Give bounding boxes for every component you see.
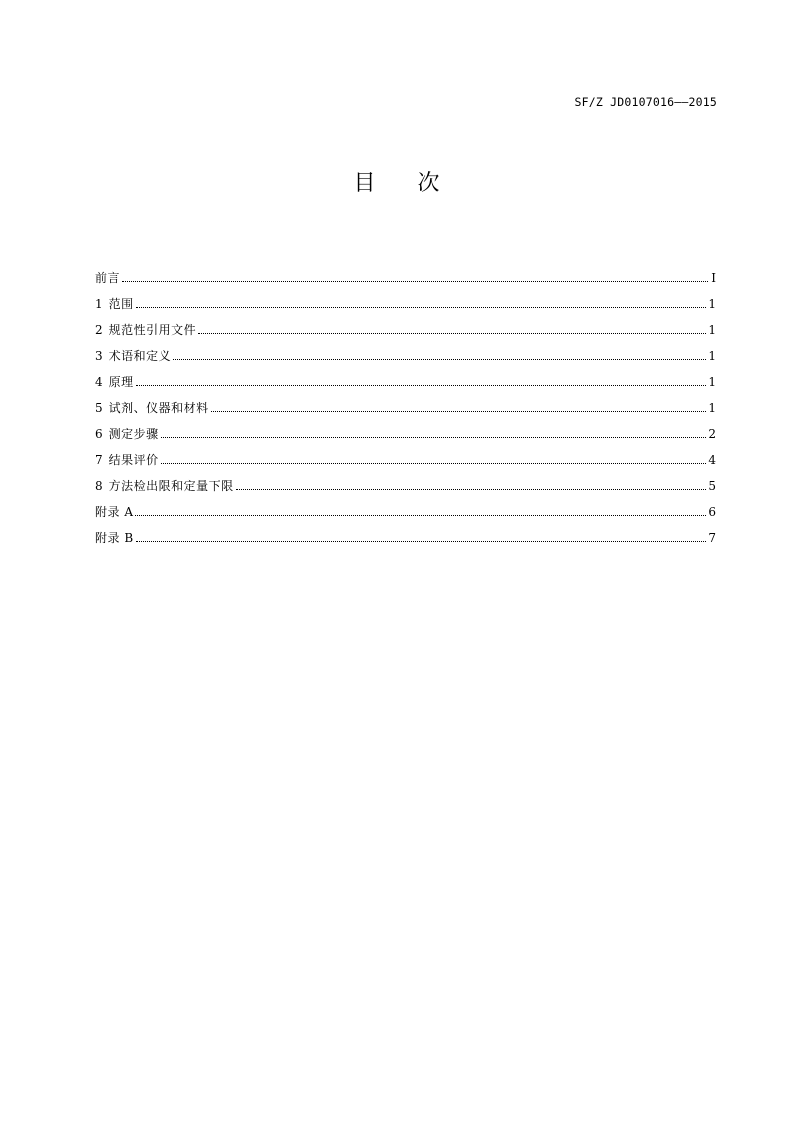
- toc-entry-label: 附录 B: [95, 531, 134, 545]
- toc-leader-dots: [135, 514, 706, 516]
- standard-code: SF/Z JD0107016——2015: [574, 95, 717, 109]
- toc-entry-normative-references[interactable]: [95, 312, 716, 338]
- toc-entry-number: 7: [95, 453, 103, 467]
- toc-entry-page: 1: [708, 401, 716, 415]
- toc-entry-number: 5: [95, 401, 103, 415]
- toc-entry-preface[interactable]: [95, 260, 716, 286]
- toc-entry-label: 原理: [108, 375, 134, 389]
- toc-entry-page: 1: [708, 375, 716, 389]
- toc-leader-dots: [211, 410, 707, 412]
- page-title: 目次: [353, 171, 482, 196]
- toc-leader-dots: [173, 358, 706, 360]
- toc-entry-label: 测定步骤: [108, 427, 159, 441]
- toc-entry-page: 6: [708, 505, 716, 519]
- toc-entry-label: 术语和定义: [108, 349, 172, 363]
- toc-entry-number: 6: [95, 427, 103, 441]
- toc-entry-page: 1: [708, 297, 716, 311]
- toc-entry-label: 范围: [108, 297, 134, 311]
- toc-entry-terms-definitions[interactable]: [95, 338, 716, 364]
- toc-entry-label: 试剂、仪器和材料: [108, 401, 209, 415]
- toc-leader-dots: [198, 332, 706, 334]
- toc-entry-reagents[interactable]: [95, 390, 716, 416]
- toc-leader-dots: [161, 436, 707, 438]
- toc-entry-page: 7: [708, 531, 716, 545]
- toc-entry-appendix-b[interactable]: [95, 520, 716, 546]
- toc-entry-page: I: [711, 271, 716, 285]
- toc-entry-page: 1: [708, 323, 716, 337]
- toc-entry-number: 4: [95, 375, 103, 389]
- toc-entry-scope[interactable]: [95, 286, 716, 312]
- toc-entry-label: 前言: [95, 271, 121, 285]
- toc-leader-dots: [136, 540, 707, 542]
- toc-leader-dots: [236, 488, 707, 490]
- toc-leader-dots: [161, 462, 707, 464]
- toc-leader-dots: [122, 280, 708, 282]
- toc-entry-detection-limit[interactable]: [95, 468, 716, 494]
- toc-entry-label: 规范性引用文件: [108, 323, 197, 337]
- toc-entry-number: 1: [95, 297, 103, 311]
- toc-entry-page: 4: [708, 453, 716, 467]
- toc-entry-number: 3: [95, 349, 103, 363]
- toc-entry-procedure[interactable]: [95, 416, 716, 442]
- toc-entry-principle[interactable]: [95, 364, 716, 390]
- toc-leader-dots: [136, 306, 707, 308]
- toc-entry-label: 附录 A: [95, 505, 134, 519]
- toc-entry-page: 1: [708, 349, 716, 363]
- toc-leader-dots: [136, 384, 707, 386]
- toc-entry-number: 2: [95, 323, 103, 337]
- toc-entry-page: 2: [708, 427, 716, 441]
- toc-entry-page: 5: [708, 479, 716, 493]
- toc-entry-number: 8: [95, 479, 103, 493]
- toc-entry-evaluation[interactable]: [95, 442, 716, 468]
- table-of-contents: [95, 260, 716, 546]
- toc-entry-appendix-a[interactable]: [95, 494, 716, 520]
- toc-entry-label: 结果评价: [108, 453, 159, 467]
- toc-entry-label: 方法检出限和定量下限: [108, 479, 234, 493]
